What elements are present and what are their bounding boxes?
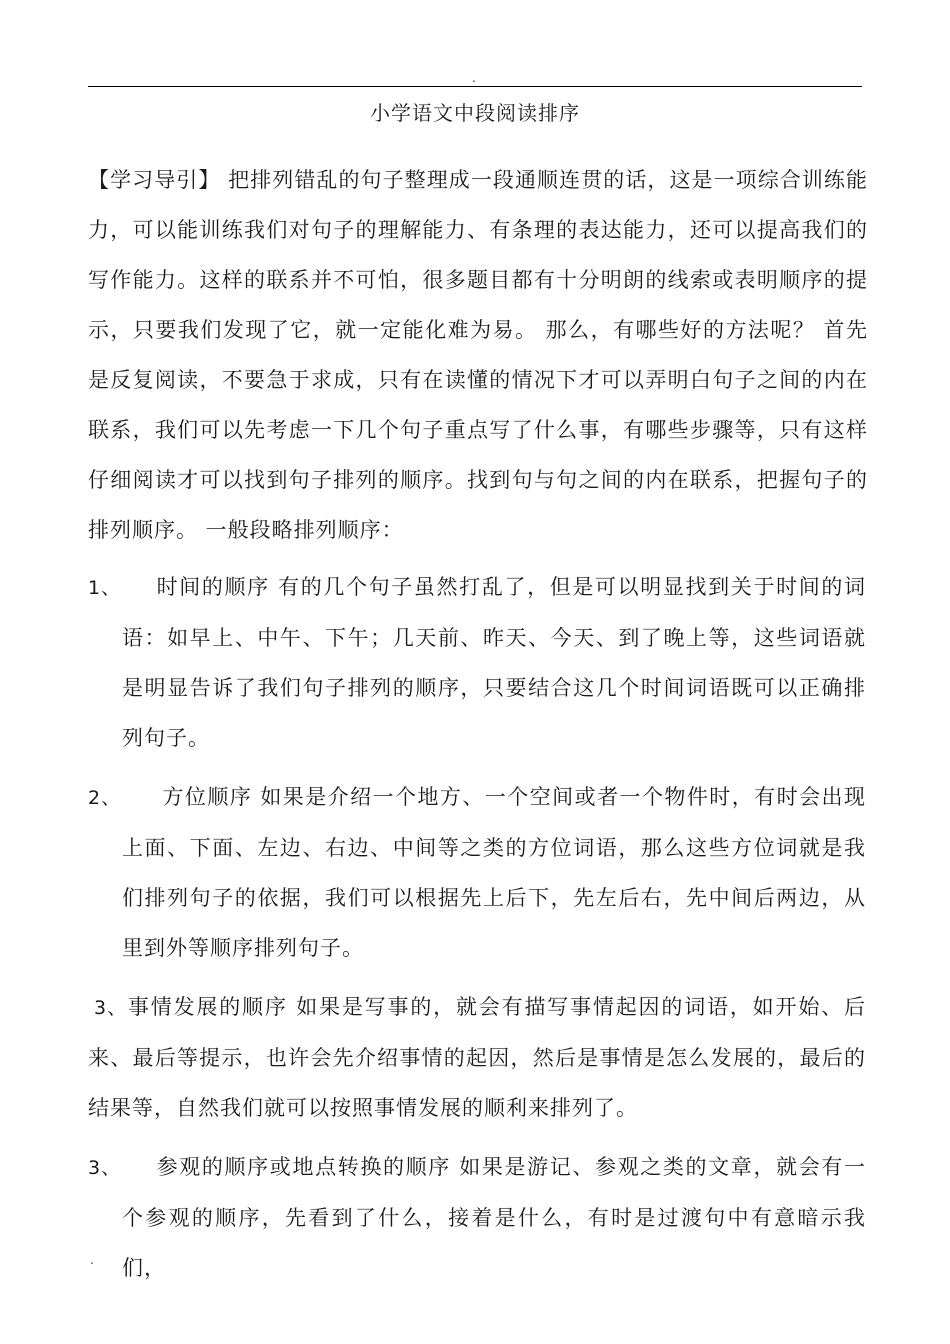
- list-item-text: 参观的顺序或地点转换的顺序 如果是游记、参观之类的文章，就会有一个参观的顺序，先看到了什么，接着是什么，有时是过渡句中有意暗示我们，: [122, 1155, 866, 1280]
- list-item-number: 3、: [94, 997, 128, 1019]
- footer-dot: .: [90, 1253, 94, 1267]
- list-item: [88, 982, 866, 1133]
- list-item-text: 事情发展的顺序 如果是写事的，就会有描写事情起因的词语，如开始、后来、最后等提示，也许会先介绍事情的起因，然后是事情是怎么发展的，最后的结果等，自然我们就可以按照事情发展的顺利来排列了。: [88, 995, 866, 1120]
- list-item: [88, 772, 866, 973]
- list-item-number: 1、: [88, 577, 122, 599]
- header-dot: .: [472, 71, 476, 85]
- list-item: [88, 562, 866, 763]
- list-item-number: 2、: [88, 787, 122, 809]
- list-item-text: 时间的顺序 有的几个句子虽然打乱了，但是可以明显找到关于时间的词语：如早上、中午、下午；几天前、昨天、今天、到了晚上等，这些词语就是明显告诉了我们句子排列的顺序，只要结合这几个时间词语既可以正确排列句子。: [122, 575, 866, 750]
- list-item-number: 3、: [88, 1157, 122, 1179]
- list-item-text: 方位顺序 如果是介绍一个地方、一个空间或者一个物件时，有时会出现上面、下面、左边、右边、中间等之类的方位词语，那么这些方位词就是我们排列句子的依据，我们可以根据先上后下，先左后右，先中间后两边，从里到外等顺序排列句子。: [122, 785, 866, 960]
- list-item: [88, 1142, 866, 1293]
- document-title: 小学语文中段阅读排序: [370, 101, 580, 125]
- header-rule: [88, 86, 862, 87]
- intro-paragraph: 【学习导引】 把排列错乱的句子整理成一段通顺连贯的话，这是一项综合训练能力，可以能训练我们对句子的理解能力、有条理的表达能力，还可以提高我们的写作能力。这样的联系并不可怕，很多题目都有十分明朗的线索或表明顺序的提示，只要我们发现了它，就一定能化难为易。 那么，有哪些好的方法呢？ 首先是反复阅读，不要急于求成，只有在读懂的情况下才可以弄明白句子之间的内在联系，我们可以先考虑一下几个句子重点写了什么事，有哪些步骤等，只有这样仔细阅读才可以找到句子排列的顺序。找到句与句之间的内在联系，把握句子的排列顺序。 一般段略排列顺序：: [88, 168, 868, 542]
